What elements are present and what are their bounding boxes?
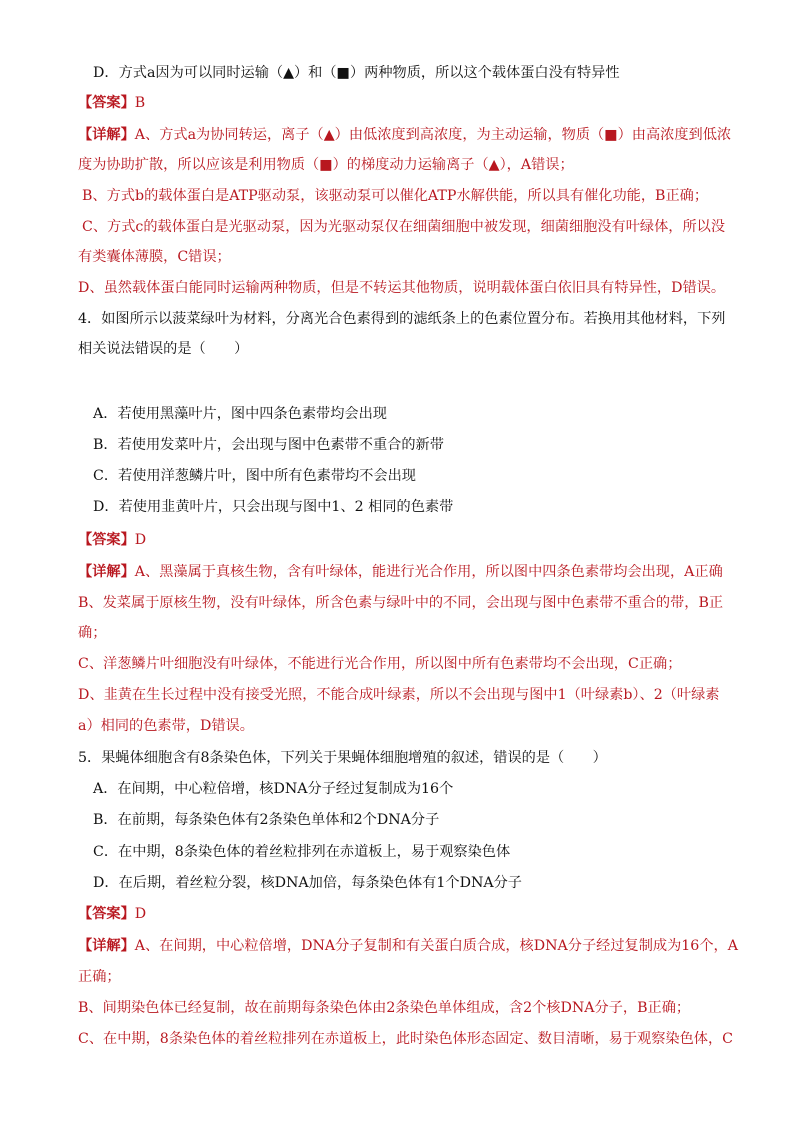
q5-answer: [78, 904, 738, 924]
q3-detail-line: D、虽然载体蛋白能同时运输两种物质，但是不转运其他物质，说明载体蛋白依旧具有特异性，D错误。: [78, 280, 726, 296]
q5-stem: 5．果蝇体细胞含有8条染色体，下列关于果蝇体细胞增殖的叙述，错误的是（ ）: [78, 750, 607, 766]
answer-value: D: [134, 906, 147, 922]
q3-detail-line: 度为协助扩散，所以应该是利用物质（■）的梯度动力运输离子（▲），A错误；: [78, 157, 574, 173]
answer-tag: 【答案】: [78, 532, 135, 548]
detail-tag: 【详解】: [78, 938, 135, 954]
answer-tag: 【答案】: [78, 95, 135, 111]
q4-detail-line: B、发菜属于原核生物，没有叶绿体，所含色素与绿叶中的不同，会出现与图中色素带不重合的带，B正: [78, 595, 724, 611]
q3-detail-line: 有类囊体薄膜，C错误；: [78, 249, 231, 265]
q4-answer: [78, 530, 738, 550]
q4-detail-line: a）相同的色素带，D错误。: [78, 718, 254, 734]
answer-value: B: [134, 95, 146, 111]
q3-detail-line: 【详解】A、方式a为协同转运，离子（▲）由低浓度到高浓度，为主动运输，物质（■）由高浓度到低浓: [78, 127, 732, 143]
q4-detail-line: D、韭黄在生长过程中没有接受光照，不能合成叶绿素，所以不会出现与图中1（叶绿素b）、2（叶绿素: [78, 687, 720, 703]
q4-stem-line: 相关说法错误的是（ ）: [78, 341, 249, 357]
q5-detail-line: B、间期染色体已经复制，故在前期每条染色体由2条染色单体组成，含2个核DNA分子，B正确；: [78, 1000, 691, 1016]
q5-detail-line: 正确；: [78, 969, 121, 985]
q4-option-c: C．若使用洋葱鳞片叶，图中所有色素带均不会出现: [93, 468, 416, 484]
q5-option-a: A．在间期，中心粒倍增，核DNA分子经过复制成为16个: [93, 781, 454, 797]
q3-option-d: D．方式a因为可以同时运输（▲）和（■）两种物质，所以这个载体蛋白没有特异性: [93, 65, 620, 81]
q5-option-b: B．在前期，每条染色体有2条染色单体和2个DNA分子: [93, 812, 440, 828]
q4-detail-line: 【详解】A、黑藻属于真核生物，含有叶绿体，能进行光合作用，所以图中四条色素带均会出现，A正确: [78, 564, 723, 580]
q5-detail-line: 【详解】A、在间期，中心粒倍增，DNA分子复制和有关蛋白质合成，核DNA分子经过复制成为16个，A: [78, 938, 738, 954]
answer-tag: 【答案】: [78, 906, 135, 922]
q5-detail-line: C、在中期，8条染色体的着丝粒排列在赤道板上，此时染色体形态固定、数目清晰，易于观察染色体，C: [78, 1031, 733, 1047]
q5-option-c: C．在中期，8条染色体的着丝粒排列在赤道板上，易于观察染色体: [93, 844, 511, 860]
q5-option-d: D．在后期，着丝粒分裂，核DNA加倍，每条染色体有1个DNA分子: [93, 875, 522, 891]
detail-tag: 【详解】: [78, 127, 135, 143]
q4-stem-line: 4．如图所示以菠菜绿叶为材料，分离光合色素得到的滤纸条上的色素位置分布。若换用其他材料，下列: [78, 311, 726, 327]
q3-detail-line: B、方式b的载体蛋白是ATP驱动泵，该驱动泵可以催化ATP水解供能，所以具有催化功能，B正确；: [82, 188, 709, 204]
q4-option-d: D．若使用韭黄叶片，只会出现与图中1、2 相同的色素带: [93, 499, 454, 515]
answer-value: D: [134, 532, 147, 548]
q4-option-b: B．若使用发菜叶片，会出现与图中色素带不重合的新带: [93, 437, 444, 453]
detail-tag: 【详解】: [78, 564, 135, 580]
q4-detail-line: C、洋葱鳞片叶细胞没有叶绿体，不能进行光合作用，所以图中所有色素带均不会出现，C正确；: [78, 656, 682, 672]
q3-detail-line: C、方式c的载体蛋白是光驱动泵，因为光驱动泵仅在细菌细胞中被发现，细菌细胞没有叶绿体，所以没: [82, 219, 726, 235]
q3-answer: [78, 93, 738, 113]
q4-detail-line: 确；: [78, 625, 107, 641]
q4-option-a: A．若使用黑藻叶片，图中四条色素带均会出现: [93, 406, 387, 422]
